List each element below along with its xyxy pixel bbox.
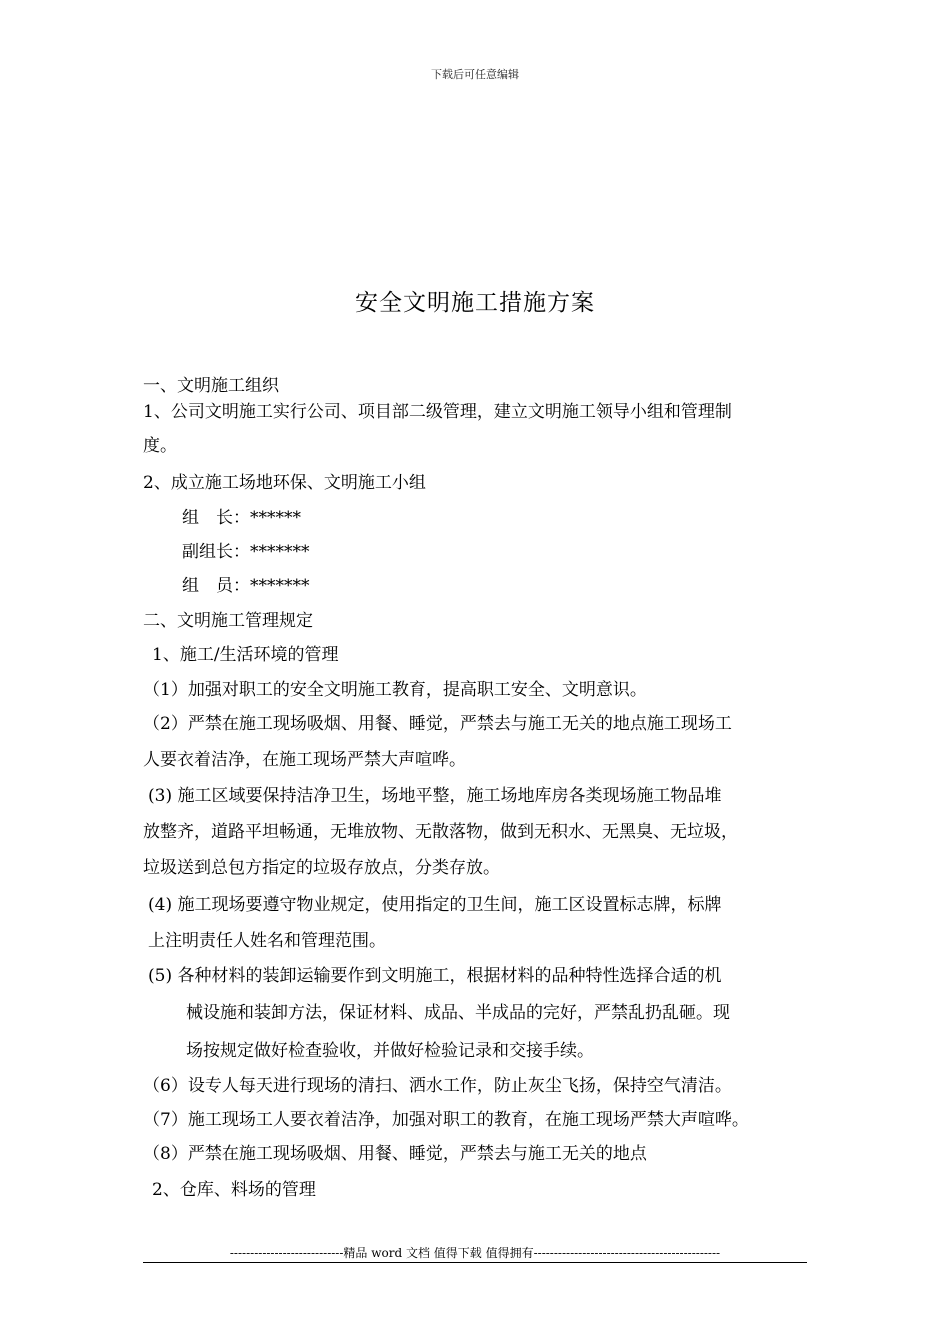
paragraph-line: 度。 bbox=[143, 436, 177, 456]
subsection-heading: 1、施工/生活环境的管理 bbox=[152, 645, 339, 665]
paragraph-line: 场按规定做好检查验收，并做好检验记录和交接手续。 bbox=[186, 1041, 594, 1061]
paragraph-line: （7）施工现场工人要衣着洁净，加强对职工的教育，在施工现场严禁大声喧哗。 bbox=[143, 1110, 749, 1130]
paragraph-line: 放整齐，道路平坦畅通，无堆放物、无散落物，做到无积水、无黑臭、无垃圾， bbox=[143, 822, 738, 842]
paragraph-line: 2、成立施工场地环保、文明施工小组 bbox=[143, 473, 426, 493]
header-note: 下载后可任意编辑 bbox=[431, 68, 519, 81]
team-member-line: 组 员：******* bbox=[182, 576, 310, 596]
paragraph-line: (3) 施工区域要保持洁净卫生，场地平整，施工场地库房各类现场施工物品堆 bbox=[148, 786, 722, 806]
document-title: 安全文明施工措施方案 bbox=[355, 290, 595, 316]
section-heading-2: 二、文明施工管理规定 bbox=[143, 611, 313, 631]
paragraph-line: （6）设专人每天进行现场的清扫、洒水工作，防止灰尘飞扬，保持空气清洁。 bbox=[143, 1076, 732, 1096]
team-leader-line: 组 长：****** bbox=[182, 508, 301, 528]
subsection-heading: 2、仓库、料场的管理 bbox=[152, 1180, 316, 1200]
deputy-leader-line: 副组长：******* bbox=[182, 542, 310, 562]
paragraph-line: 上注明责任人姓名和管理范围。 bbox=[148, 931, 386, 951]
paragraph-line: 械设施和装卸方法，保证材料、成品、半成品的完好，严禁乱扔乱砸。现 bbox=[186, 1003, 730, 1023]
paragraph-line: (4) 施工现场要遵守物业规定，使用指定的卫生间，施工区设置标志牌，标牌 bbox=[148, 895, 722, 915]
paragraph-line: (5) 各种材料的装卸运输要作到文明施工，根据材料的品种特性选择合适的机 bbox=[148, 966, 722, 986]
footer-divider bbox=[143, 1262, 807, 1263]
paragraph-line: 人要衣着洁净，在施工现场严禁大声喧哗。 bbox=[143, 750, 466, 770]
footer-text: ----------------------------精品 word 文档 值得下载 值得拥有---------------------------------------------- bbox=[229, 1246, 721, 1260]
paragraph-line: 1、公司文明施工实行公司、项目部二级管理，建立文明施工领导小组和管理制 bbox=[143, 402, 732, 422]
section-heading-1: 一、文明施工组织 bbox=[143, 376, 279, 396]
paragraph-line: （8）严禁在施工现场吸烟、用餐、睡觉，严禁去与施工无关的地点 bbox=[143, 1144, 647, 1164]
paragraph-line: 垃圾送到总包方指定的垃圾存放点，分类存放。 bbox=[143, 858, 500, 878]
paragraph-line: （2）严禁在施工现场吸烟、用餐、睡觉，严禁去与施工无关的地点施工现场工 bbox=[143, 714, 732, 734]
paragraph-line: （1）加强对职工的安全文明施工教育，提高职工安全、文明意识。 bbox=[143, 680, 647, 700]
